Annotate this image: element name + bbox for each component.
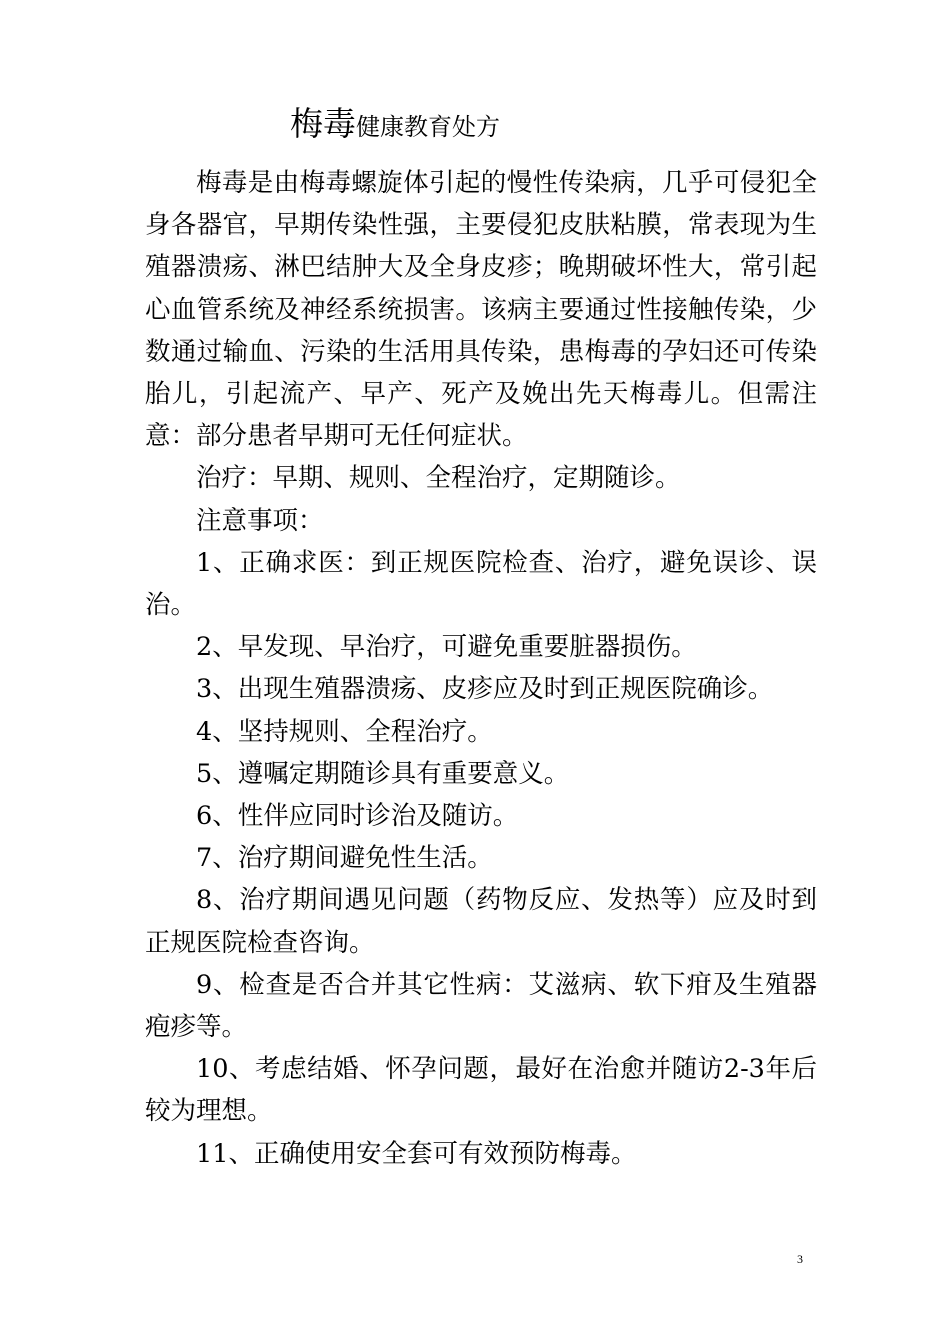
treatment-paragraph: 治疗：早期、规则、全程治疗，定期随诊。 [196,463,681,494]
precaution-item: 2、早发现、早治疗，可避免重要脏器损伤。 [196,632,697,663]
precaution-item: 7、治疗期间避免性生活。 [196,843,493,874]
precaution-item: 11、正确使用安全套可有效预防梅毒。 [196,1138,637,1169]
intro-paragraph: 梅毒是由梅毒螺旋体引起的慢性传染病，几乎可侵犯全身各器官，早期传染性强，主要侵犯皮肤粘膜，常表现为生殖器溃疡、淋巴结肿大及全身皮疹；晚期破坏性大，常引起心血管系统及神经系统损害。该病主要通过性接触传染，少数通过输血、污染的生活用具传染，患梅毒的孕妇还可传染胎儿，引起流产、早产、死产及娩出先天梅毒儿。但需注意：部分患者早期可无任何症状。 [145,168,817,452]
precautions-heading: 注意事项： [196,505,324,536]
title-main: 梅毒 [290,104,356,143]
document-title [290,104,500,147]
document-body [145,162,817,1175]
page-number: 3 [797,1252,803,1266]
title-subtitle: 健康教育处方 [356,113,500,141]
precaution-item: 9、检查是否合并其它性病：艾滋病、软下疳及生殖器疱疹等。 [145,969,817,1043]
precaution-item: 6、性伴应同时诊治及随访。 [196,801,519,832]
precaution-item: 10、考虑结婚、怀孕问题，最好在治愈并随访2-3年后较为理想。 [145,1054,817,1127]
precaution-item: 3、出现生殖器溃疡、皮疹应及时到正规医院确诊。 [196,674,774,705]
precaution-item: 1、正确求医：到正规医院检查、治疗，避免误诊、误治。 [145,547,817,621]
precaution-item: 5、遵嘱定期随诊具有重要意义。 [196,758,570,789]
precaution-item: 8、治疗期间遇见问题（药物反应、发热等）应及时到正规医院检查咨询。 [145,885,817,958]
precaution-item: 4、坚持规则、全程治疗。 [196,716,493,747]
